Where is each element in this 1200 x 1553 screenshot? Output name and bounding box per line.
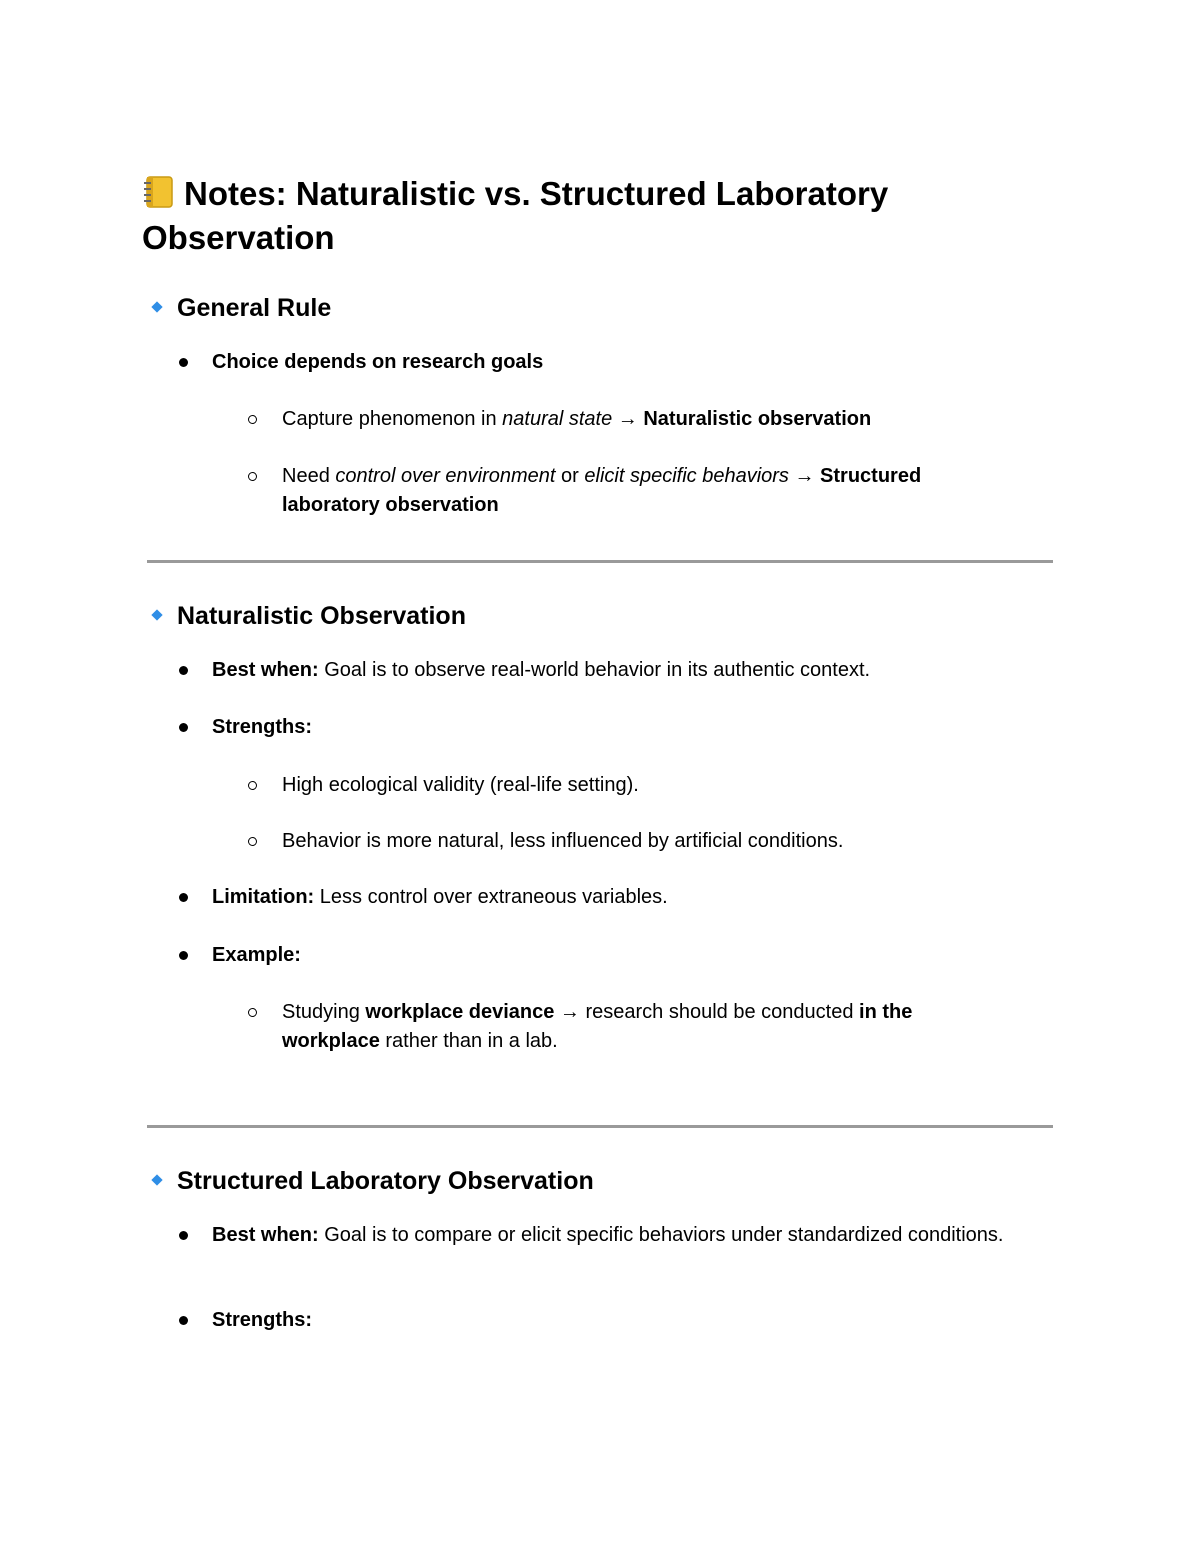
text-segment: Studying — [282, 1001, 366, 1023]
arrow-segment: → — [788, 465, 821, 487]
bullet-circle-icon — [248, 781, 257, 790]
section-heading-text: Structured Laboratory Observation — [177, 1167, 594, 1195]
bullet-circle-icon — [248, 1008, 257, 1017]
bullet-dot-icon — [179, 893, 188, 902]
diamond-bullet-icon — [151, 1174, 162, 1185]
diamond-bullet-icon — [151, 301, 162, 312]
list-item-best-when — [212, 1221, 1032, 1250]
section-heading-text: Naturalistic Observation — [177, 602, 466, 630]
label-segment: Strengths: — [212, 1309, 312, 1331]
bold-segment: in the workplace — [282, 1001, 913, 1052]
text-segment: High ecological validity (real-life setting). — [282, 774, 639, 796]
divider — [147, 1125, 1053, 1128]
label-segment: Example: — [212, 944, 301, 966]
list-item-strengths — [212, 1306, 1032, 1335]
research-goals-text: Choice depends on research goals — [212, 351, 544, 373]
label-segment: Strengths: — [212, 716, 312, 738]
bullet-dot-icon — [179, 723, 188, 732]
label-segment: Limitation: — [212, 886, 315, 908]
bold-segment: workplace deviance — [365, 1001, 555, 1023]
text-segment: or — [555, 465, 585, 487]
bold-segment: Naturalistic observation — [643, 408, 872, 430]
italic-segment: elicit specific behaviors — [584, 465, 789, 487]
sub-item-example — [282, 998, 1002, 1056]
text-segment: Need — [282, 465, 336, 487]
list-item-strengths — [212, 713, 1032, 742]
text-segment: → research should be conducted — [554, 1001, 860, 1023]
bullet-dot-icon — [179, 1231, 188, 1240]
text-segment: Goal is to compare or elicit specific behaviors under standardized conditions. — [318, 1224, 1004, 1246]
label-segment: Best when: — [212, 1224, 319, 1246]
section-heading-general-rule — [150, 292, 331, 324]
list-item-research-goals — [212, 348, 1032, 377]
bullet-circle-icon — [248, 472, 257, 481]
bullet-circle-icon — [248, 415, 257, 424]
sub-item-strength-1 — [282, 771, 1002, 800]
bullet-circle-icon — [248, 837, 257, 846]
bullet-dot-icon — [179, 951, 188, 960]
sub-item-strength-2 — [282, 827, 1002, 856]
sub-item-control — [282, 462, 1002, 520]
section-heading-text: General Rule — [177, 294, 332, 322]
divider — [147, 560, 1053, 563]
title-text: Notes: Naturalistic vs. Structured Laboratory Observation — [142, 175, 889, 256]
bullet-dot-icon — [179, 358, 188, 367]
sub-item-natural-state — [282, 405, 1002, 434]
arrow-segment: → — [612, 408, 644, 430]
text-segment: rather than in a lab. — [379, 1030, 558, 1052]
text-segment: Less control over extraneous variables. — [314, 886, 668, 908]
bullet-dot-icon — [179, 1316, 188, 1325]
list-item-best-when — [212, 656, 1032, 685]
italic-segment: control over environment — [335, 465, 556, 487]
text-segment: Capture phenomenon in — [282, 408, 503, 430]
bullet-dot-icon — [179, 666, 188, 675]
list-item-limitation — [212, 883, 1032, 912]
bold-segment: Structured laboratory observation — [282, 465, 922, 516]
text-segment: Behavior is more natural, less influenced by artificial conditions. — [282, 830, 844, 852]
label-segment: Best when: — [212, 659, 319, 681]
list-item-example — [212, 941, 1032, 970]
italic-segment: natural state — [502, 408, 613, 430]
page-title — [142, 172, 1062, 260]
text-segment: Goal is to observe real-world behavior in its authentic context. — [318, 659, 871, 681]
section-heading-structured — [150, 1165, 594, 1197]
diamond-bullet-icon — [151, 609, 162, 620]
section-heading-naturalistic — [150, 600, 466, 632]
notebook-icon — [142, 175, 174, 209]
